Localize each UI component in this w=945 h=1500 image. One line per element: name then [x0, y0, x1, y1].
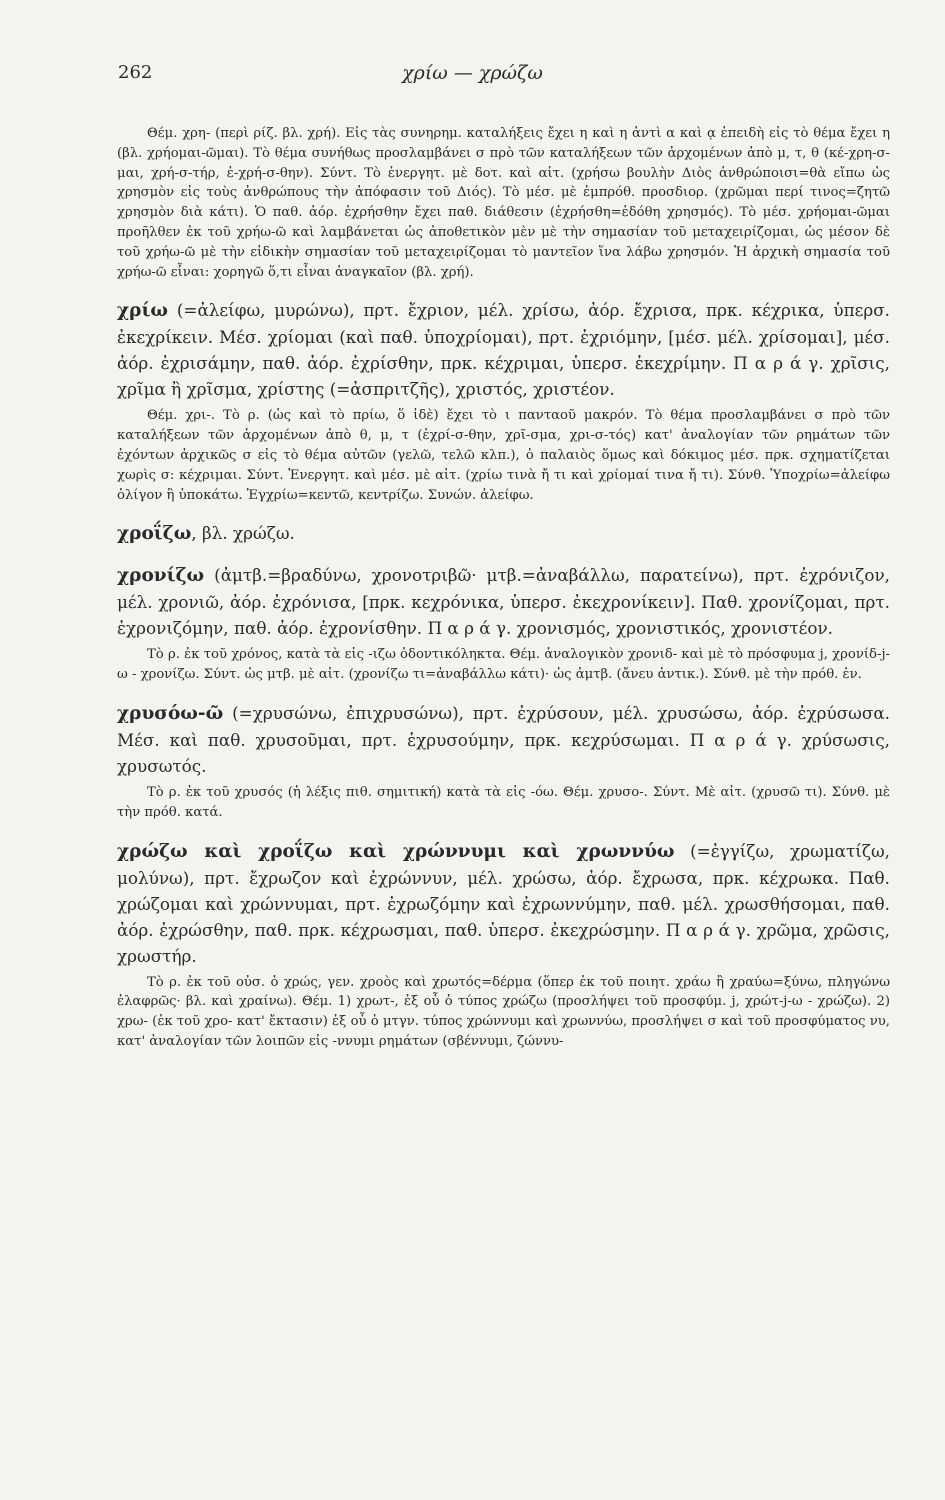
- page-header: [0, 62, 945, 92]
- intro-note: Θέμ. χρη- (περὶ ρίζ. βλ. χρή). Εἰς τὰς συνηρημ. καταλήξεις ἔχει η καὶ η ἀντὶ α καὶ ᾳ ἐπειδὴ εἰς τὸ θέμα ἔχει η (βλ. χρήομαι-ῶμαι). Τὸ θέμα συνήθως προσλαμβάνει σ πρὸ τῶν καταλήξεων τῶν ἀρχομένων ἀπὸ μ, τ, θ (κέ-χρη-σ-μαι, χρή-σ-τήρ, ἐ-χρή-σ-θην). Σύντ. Τὸ ἐνεργητ. μὲ δοτ. καὶ αἰτ. (χρήσω βουλὴν Διὸς ἀνθρώποισι=θὰ εἴπω ὡς χρησμὸν εἰς τοὺς ἀνθρώπους τὴν ἀπόφασιν τοῦ Διός). Τὸ μέσ. μὲ ἐμπρόθ. προσδιορ. (χρῶμαι περί τινος=ζητῶ χρησμὸν διὰ κάτι). Ὁ παθ. ἀόρ. ἐχρήσθην ἔχει παθ. διάθεσιν (ἐχρήσθη=ἐδόθη χρησμός). Τὸ μέσ. χρήομαι-ῶμαι προῆλθεν ἐκ τοῦ χρήω-ῶ καὶ λαμβάνεται ὡς ἀποθετικὸν μὲν μὲ τὴν σημασίαν τοῦ μεταχειρίζομαι, ὡς μέσον δὲ τοῦ χρήω-ῶ μὲ τὴν εἰδικὴν σημασίαν τοῦ μεταχειρίζομαι τὸ μαντεῖον ἵνα λάβω χρησμόν. Ἡ ἀρχικὴ σημασία τοῦ χρήω-ῶ εἶναι: χορηγῶ ὅ,τι εἶναι ἀναγκαῖον (βλ. χρή).: [117, 126, 890, 280]
- entry-text: [117, 700, 890, 779]
- etymology-note: Τὸ ρ. ἐκ τοῦ χρυσός (ἡ λέξις πιθ. σημιτική) κατὰ τὰ εἰς -όω. Θέμ. χρυσο-. Σύντ. Μὲ αἰτ. (χρυσῶ τι). Σύνθ. μὲ τὴν πρόθ. κατά.: [117, 784, 890, 820]
- entry-chrysoo: [117, 700, 890, 823]
- entry-body: , βλ. χρώζω.: [191, 523, 295, 544]
- running-title: χρίω — χρώζω: [402, 62, 543, 84]
- headword: χρονίζω: [117, 565, 205, 587]
- page-number: 262: [118, 62, 153, 83]
- entry-text: [117, 562, 890, 641]
- entry-body: (=χρυσώνω, ἐπιχρυσώνω), πρτ. ἐχρύσουν, μέλ. χρυσώσω, ἀόρ. ἐχρύσωσα. Μέσ. καὶ παθ. χρυσοῦμαι, πρτ. ἐχρυσούμην, πρκ. κεχρύσωμαι. Π α ρ ά γ. χρύσωσις, χρυσωτός.: [117, 702, 890, 776]
- etymology-note: Τὸ ρ. ἐκ τοῦ χρόνος, κατὰ τὰ εἰς -ιζω ὀδοντικόληκτα. Θέμ. ἀναλογικὸν χρονιδ- καὶ μὲ τὸ πρόσφυμα j, χρονίδ-j-ω - χρονίζω. Σύντ. ὡς μτβ. μὲ αἰτ. (χρονίζω τι=ἀναβάλλω κάτι)· ὡς ἀμτβ. (ἄνευ ἀντικ.). Σύνθ. μὲ τὴν πρόθ. ἐν.: [117, 647, 890, 683]
- entry-body: (=ἐγγίζω, χρωματίζω, μολύνω), πρτ. ἔχρωζον καὶ ἐχρώννυν, μέλ. χρώσω, ἀόρ. ἔχρωσα, πρκ. κέχρωκα. Παθ. χρώζομαι καὶ χρώννυμαι, πρτ. ἐχρωζόμην καὶ ἐχρωννύμην, παθ. μέλ. χρωσθήσομαι, παθ. ἀόρ. ἐχρώσθην, παθ. πρκ. κέχρωσμαι, παθ. ὑπερσ. ἐκεχρώσμην. Π α ρ ά γ. χρῶμα, χρῶσις, χρωστήρ.: [117, 840, 890, 966]
- page-body: [117, 124, 890, 1052]
- entry-body: (=ἀλείφω, μυρώνω), πρτ. ἔχριον, μέλ. χρίσω, ἀόρ. ἔχρισα, πρκ. κέχρικα, ὑπερσ. ἐκεχρίκειν. Μέσ. χρίομαι (καὶ παθ. ὑποχρίομαι), πρτ. ἐχριόμην, [μέσ. μέλ. χρίσομαι], μέσ. ἀόρ. ἐχρισάμην, παθ. ἀόρ. ἐχρίσθην, πρκ. κέχριμαι, ὑπερσ. ἐκεχρίμην. Π α ρ ά γ. χρῖσις, χρῖμα ἢ χρῖσμα, χρίστης (=ἀσπριτζῆς), χριστός, χριστέον.: [117, 300, 890, 400]
- entry-chrozo: [117, 838, 890, 1052]
- etymology-note: Τὸ ρ. ἐκ τοῦ οὐσ. ὁ χρώς, γεν. χροὸς καὶ χρωτός=δέρμα (ὅπερ ἐκ τοῦ ποιητ. χράω ἢ χραύω=ξύνω, πληγώνω ἐλαφρῶς· βλ. καὶ χραίνω). Θέμ. 1) χρωτ-, ἐξ οὗ ὁ τύπος χρώζω (προσλήψει τοῦ προσφύμ. j, χρώτ-j-ω - χρώζω). 2) χρω- (ἐκ τοῦ χρο- κατ' ἔκτασιν) ἐξ οὗ ὁ μτγν. τύπος χρώννυμι καὶ χρωννύω, προσλήψει σ καὶ τοῦ προσφύματος νυ, κατ' ἀναλογίαν τῶν λοιπῶν εἰς -ννυμι ρημάτων (σβέννυμι, ζώννυ-: [117, 974, 890, 1049]
- etymology-note: Θέμ. χρι-. Τὸ ρ. (ὡς καὶ τὸ πρίω, ὅ ἰδὲ) ἔχει τὸ ι πανταοῦ μακρόν. Τὸ θέμα προσλαμβάνει σ πρὸ τῶν καταλήξεων τῶν ἀρχομένων ἀπὸ θ, μ, τ (ἐχρί-σ-θην, χρῖ-σμα, χρι-σ-τός) κατ' ἀναλογίαν τῶν ρημάτων τῶν ἐχόντων ἀρχικῶς σ εἰς τὸ θέμα αὐτῶν (γελῶ, τελῶ κλπ.), ὁ παλαιὸς ὅμως καὶ δόκιμος μέσ. πρκ. σχηματίζεται χωρὶς σ: κέχριμαι. Σύντ. Ἐνεργητ. καὶ μέσ. μὲ αἰτ. (χρίω τινὰ ἤ τι καὶ χρίομαί τινα ἤ τι). Σύνθ. Ὑποχρίω=ἀλείφω ὀλίγον ἢ ὑποκάτω. Ἐγχρίω=κεντῶ, κεντρίζω. Συνών. ἀλείφω.: [117, 408, 890, 503]
- entry-text: [117, 297, 890, 402]
- entry-text: [117, 520, 890, 547]
- entry-chronizo: [117, 562, 890, 685]
- headword: χρίω: [117, 300, 169, 322]
- headword: χρυσόω-ῶ: [117, 702, 224, 724]
- headword: χροΐζω: [117, 523, 192, 545]
- entry-body: (ἀμτβ.=βραδύνω, χρονοτριβῶ· μτβ.=ἀναβάλλω, παρατείνω), πρτ. ἐχρόνιζον, μέλ. χρονιῶ, ἀόρ. ἐχρόνισα, [πρκ. κεχρόνικα, ὑπερσ. ἐκεχρονίκειν]. Παθ. χρονίζομαι, πρτ. ἐχρονιζόμην, παθ. ἀόρ. ἐχρονίσθην. Π α ρ ά γ. χρονισμός, χρονιστικός, χρονιστέον.: [117, 565, 890, 639]
- entry-chroizo: [117, 520, 890, 547]
- entry-text: [117, 838, 890, 969]
- entry-chrio: [117, 297, 890, 505]
- headword: χρώζω καὶ χροΐζω καὶ χρώννυμι καὶ χρωννύω: [117, 840, 675, 862]
